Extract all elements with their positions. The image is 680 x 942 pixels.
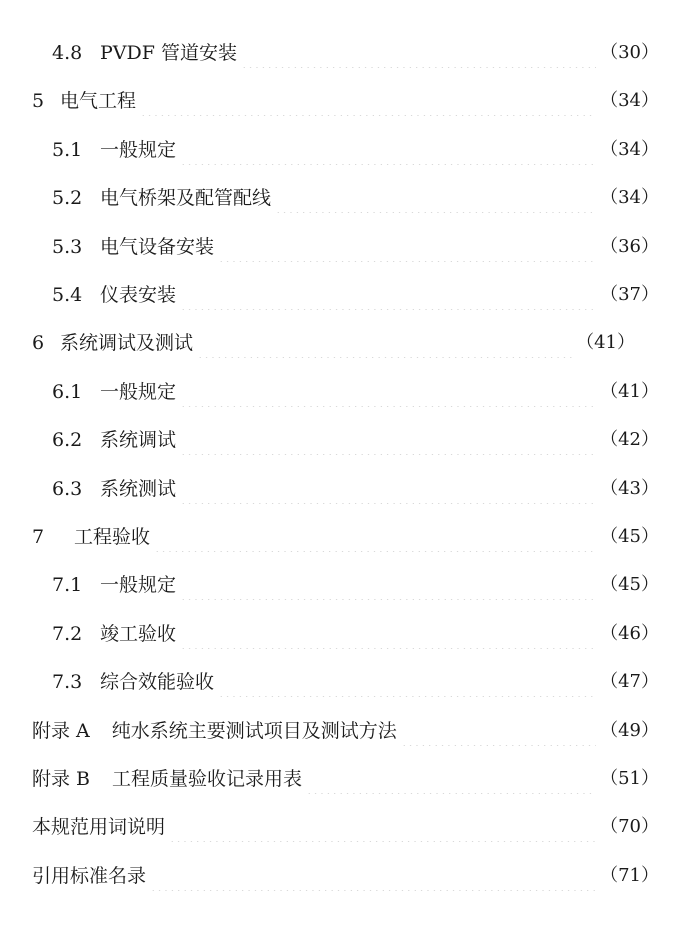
toc-entry-number: 5.2 [52, 187, 83, 209]
toc-entry-page: （45） [600, 574, 659, 595]
toc-entry-title: 一般规定 [100, 574, 177, 596]
dot-leader [180, 619, 596, 649]
toc-entry-title: 一般规定 [100, 381, 177, 403]
toc-entry-4-8[interactable] [52, 38, 659, 68]
toc-entry-title: 系统调试 [100, 429, 177, 451]
dot-leader [180, 135, 596, 165]
dot-leader [180, 425, 596, 455]
toc-entry-6-1[interactable] [52, 377, 659, 407]
toc-entry-number: 5.4 [52, 284, 83, 306]
toc-entry-7-2[interactable] [52, 619, 659, 649]
toc-entry-number: 5 [32, 90, 45, 112]
toc-entry-title: 电气工程 [60, 90, 137, 112]
toc-entry-title: 系统调试及测试 [60, 332, 194, 354]
dot-leader [180, 377, 596, 407]
toc-entry-page: （34） [600, 139, 659, 160]
toc-entry-7-1[interactable] [52, 570, 659, 600]
toc-entry-7[interactable] [32, 522, 659, 552]
dot-leader [197, 328, 572, 358]
toc-entry-title: 工程验收 [74, 526, 151, 548]
toc-entry-cited-standards[interactable] [32, 861, 659, 891]
toc-entry-number: 7 [32, 526, 45, 548]
toc-entry-number: 7.2 [52, 623, 83, 645]
toc-entry-number: 附录 A [32, 720, 90, 742]
toc-entry-page: （70） [600, 816, 659, 837]
toc-entry-title: 电气设备安装 [100, 236, 215, 258]
dot-leader [169, 812, 596, 842]
toc-entry-title: PVDF 管道安装 [100, 42, 237, 64]
toc-entry-number: 7.1 [52, 574, 83, 596]
toc-entry-page: （36） [600, 236, 659, 257]
toc-entry-title: 系统测试 [100, 478, 177, 500]
toc-entry-title: 仪表安装 [100, 284, 177, 306]
toc-entry-page: （49） [600, 720, 659, 741]
toc-entry-page: （47） [600, 671, 659, 692]
toc-entry-6-3[interactable] [52, 474, 659, 504]
toc-entry-number: 4.8 [52, 42, 83, 64]
toc-entry-title: 工程质量验收记录用表 [112, 768, 303, 790]
toc-entry-page: （34） [600, 187, 659, 208]
toc-entry-appendix-a[interactable] [32, 716, 659, 746]
toc-entry-page: （71） [600, 865, 659, 886]
toc-entry-number: 附录 B [32, 768, 91, 790]
toc-entry-title: 电气桥架及配管配线 [100, 187, 272, 209]
dot-leader [306, 764, 596, 794]
toc-entry-title: 纯水系统主要测试项目及测试方法 [111, 720, 397, 742]
toc-entry-appendix-b[interactable] [32, 764, 659, 794]
toc-entry-page: （43） [600, 478, 659, 499]
dot-leader [241, 38, 596, 68]
toc-entry-page: （51） [600, 768, 659, 789]
dot-leader [180, 474, 596, 504]
toc-entry-5-2[interactable] [52, 183, 659, 213]
toc-entry-page: （37） [600, 284, 659, 305]
toc-entry-number: 6.2 [52, 429, 83, 451]
toc-entry-page: （45） [600, 526, 659, 547]
toc-entry-title: 引用标准名录 [32, 865, 147, 887]
toc-entry-number: 6 [32, 332, 45, 354]
toc-entry-page: （41） [600, 381, 659, 402]
toc-entry-5-3[interactable] [52, 232, 659, 262]
toc-entry-page: （30） [600, 42, 659, 63]
toc-entry-5-4[interactable] [52, 280, 659, 310]
toc-entry-title: 竣工验收 [100, 623, 177, 645]
dot-leader [218, 667, 596, 697]
toc-entry-title: 本规范用词说明 [32, 816, 166, 838]
toc-entry-terms-explanation[interactable] [32, 812, 659, 842]
toc-entry-title: 综合效能验收 [100, 671, 215, 693]
toc-entry-page: （46） [600, 623, 659, 644]
toc-entry-page: （41） [576, 332, 635, 353]
toc-entry-number: 5.1 [52, 139, 83, 161]
toc-entry-title: 一般规定 [100, 139, 177, 161]
toc-entry-number: 6.3 [52, 478, 83, 500]
toc-entry-page: （42） [600, 429, 659, 450]
dot-leader [275, 183, 596, 213]
dot-leader [180, 570, 596, 600]
toc-entry-7-3[interactable] [52, 667, 659, 697]
dot-leader [150, 861, 596, 891]
toc-entry-number: 7.3 [52, 671, 83, 693]
dot-leader [180, 280, 596, 310]
toc-entry-5-1[interactable] [52, 135, 659, 165]
dot-leader [154, 522, 596, 552]
toc-entry-number: 6.1 [52, 381, 83, 403]
dot-leader [218, 232, 596, 262]
toc-entry-number: 5.3 [52, 236, 83, 258]
toc-entry-6-2[interactable] [52, 425, 659, 455]
dot-leader [401, 716, 596, 746]
toc-entry-5[interactable] [32, 86, 659, 116]
toc-entry-page: （34） [600, 90, 659, 111]
dot-leader [140, 86, 596, 116]
toc-entry-6[interactable] [32, 328, 659, 358]
